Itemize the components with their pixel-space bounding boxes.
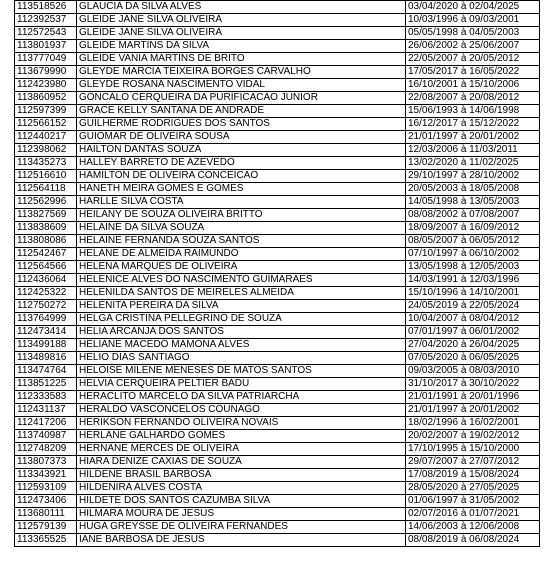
record-id-cell: 112431137	[15, 404, 77, 417]
period-cell: 10/04/2007 à 08/04/2012	[406, 313, 540, 326]
period-cell: 01/06/1997 à 31/05/2002	[406, 495, 540, 508]
record-id-cell: 112748209	[15, 443, 77, 456]
table-row	[15, 339, 540, 352]
period-cell: 10/03/1996 à 09/03/2001	[406, 14, 540, 27]
person-name-cell: HELANE DE ALMEIDA RAIMUNDO	[77, 248, 406, 261]
period-cell: 21/01/1997 à 20/01/2002	[406, 131, 540, 144]
record-id-cell: 112593109	[15, 482, 77, 495]
table-row	[15, 534, 540, 547]
table-row	[15, 14, 540, 27]
record-id-cell: 112333583	[15, 391, 77, 404]
period-cell: 12/03/2006 à 11/03/2011	[406, 144, 540, 157]
person-name-cell: HERACLITO MARCELO DA SILVA PATRIARCHA	[77, 391, 406, 404]
record-id-cell: 113827569	[15, 209, 77, 222]
period-cell: 21/01/1997 à 20/01/2002	[406, 404, 540, 417]
person-name-cell: GUILHERME RODRIGUES DOS SANTOS	[77, 118, 406, 131]
record-id-cell: 112417206	[15, 417, 77, 430]
record-id-cell: 113518526	[15, 1, 77, 14]
table-row	[15, 248, 540, 261]
period-cell: 17/08/2019 à 15/08/2024	[406, 469, 540, 482]
person-name-cell: GLEIDE MARTINS DA SILVA	[77, 40, 406, 53]
table-row	[15, 482, 540, 495]
record-id-cell: 112564566	[15, 261, 77, 274]
period-cell: 17/05/2017 à 16/05/2022	[406, 66, 540, 79]
table-row	[15, 404, 540, 417]
person-name-cell: HILDETE DOS SANTOS CAZUMBA SILVA	[77, 495, 406, 508]
period-cell: 20/05/2003 à 18/05/2008	[406, 183, 540, 196]
table-row	[15, 222, 540, 235]
person-name-cell: HILDENE BRASIL BARBOSA	[77, 469, 406, 482]
records-table	[14, 0, 540, 547]
record-id-cell: 113807373	[15, 456, 77, 469]
person-name-cell: HELOISE MILENE MENESES DE MATOS SANTOS	[77, 365, 406, 378]
person-name-cell: HERALDO VASCONCELOS COUNAGO	[77, 404, 406, 417]
table-row	[15, 209, 540, 222]
person-name-cell: GLEYDE MARCIA TEIXEIRA BORGES CARVALHO	[77, 66, 406, 79]
record-id-cell: 113838609	[15, 222, 77, 235]
table-row	[15, 326, 540, 339]
record-id-cell: 112572543	[15, 27, 77, 40]
person-name-cell: HERNANE MERCES DE OLIVEIRA	[77, 443, 406, 456]
person-name-cell: HELENICE ALVES DO NASCIMENTO GUIMARAES	[77, 274, 406, 287]
record-id-cell: 112564118	[15, 183, 77, 196]
person-name-cell: GLEIDE JANE SILVA OLIVEIRA	[77, 27, 406, 40]
table-row	[15, 27, 540, 40]
record-id-cell: 113851225	[15, 378, 77, 391]
record-id-cell: 112597399	[15, 105, 77, 118]
record-id-cell: 113499188	[15, 339, 77, 352]
person-name-cell: GUIOMAR DE OLIVEIRA SOUSA	[77, 131, 406, 144]
period-cell: 07/10/1997 à 06/10/2002	[406, 248, 540, 261]
table-row	[15, 495, 540, 508]
table-row	[15, 235, 540, 248]
period-cell: 08/05/2007 à 06/05/2012	[406, 235, 540, 248]
record-id-cell: 113489816	[15, 352, 77, 365]
period-cell: 21/01/1991 à 20/01/1996	[406, 391, 540, 404]
record-id-cell: 112473414	[15, 326, 77, 339]
person-name-cell: HILMARA MOURA DE JESUS	[77, 508, 406, 521]
table-row	[15, 1, 540, 14]
period-cell: 16/12/2017 à 15/12/2022	[406, 118, 540, 131]
period-cell: 24/05/2019 à 22/05/2024	[406, 300, 540, 313]
record-id-cell: 113764999	[15, 313, 77, 326]
person-name-cell: HELENITA PEREIRA DA SILVA	[77, 300, 406, 313]
period-cell: 22/05/2007 à 20/05/2012	[406, 53, 540, 66]
table-row	[15, 430, 540, 443]
table-row	[15, 40, 540, 53]
table-row	[15, 274, 540, 287]
record-id-cell: 113365525	[15, 534, 77, 547]
record-id-cell: 112562996	[15, 196, 77, 209]
period-cell: 15/10/1996 à 14/10/2001	[406, 287, 540, 300]
table-row	[15, 157, 540, 170]
person-name-cell: HELENILDA SANTOS DE MEIRELES ALMEIDA	[77, 287, 406, 300]
person-name-cell: IANE BARBOSA DE JESUS	[77, 534, 406, 547]
period-cell: 14/05/1998 à 13/05/2003	[406, 196, 540, 209]
record-id-cell: 112440217	[15, 131, 77, 144]
person-name-cell: HANETH MEIRA GOMES E GOMES	[77, 183, 406, 196]
period-cell: 28/05/2020 à 27/05/2025	[406, 482, 540, 495]
person-name-cell: GLEYDE ROSANA NASCIMENTO VIDAL	[77, 79, 406, 92]
record-id-cell: 113435273	[15, 157, 77, 170]
period-cell: 14/06/2003 à 12/06/2008	[406, 521, 540, 534]
table-row	[15, 521, 540, 534]
record-id-cell: 112425322	[15, 287, 77, 300]
person-name-cell: GRACE KELLY SANTANA DE ANDRADE	[77, 105, 406, 118]
period-cell: 15/06/1993 à 14/06/1998	[406, 105, 540, 118]
person-name-cell: HELVIA CERQUEIRA PELTIER BADU	[77, 378, 406, 391]
person-name-cell: HAILTON DANTAS SOUZA	[77, 144, 406, 157]
period-cell: 03/04/2020 à 02/04/2025	[406, 1, 540, 14]
table-row	[15, 378, 540, 391]
period-cell: 09/03/2005 à 08/03/2010	[406, 365, 540, 378]
person-name-cell: HARLLE SILVA COSTA	[77, 196, 406, 209]
record-id-cell: 112473406	[15, 495, 77, 508]
person-name-cell: HEILANY DE SOUZA OLIVEIRA BRITTO	[77, 209, 406, 222]
period-cell: 29/10/1997 à 28/10/2002	[406, 170, 540, 183]
table-row	[15, 287, 540, 300]
period-cell: 22/08/2007 à 20/08/2012	[406, 92, 540, 105]
record-id-cell: 112566152	[15, 118, 77, 131]
record-id-cell: 112423980	[15, 79, 77, 92]
person-name-cell: HELAINE DA SILVA SOUZA	[77, 222, 406, 235]
record-id-cell: 113860952	[15, 92, 77, 105]
period-cell: 31/10/2017 à 30/10/2022	[406, 378, 540, 391]
record-id-cell: 113808086	[15, 235, 77, 248]
table-row	[15, 131, 540, 144]
period-cell: 07/05/2020 à 06/05/2025	[406, 352, 540, 365]
person-name-cell: GLEIDE JANE SILVA OLIVEIRA	[77, 14, 406, 27]
period-cell: 13/02/2020 à 11/02/2025	[406, 157, 540, 170]
period-cell: 26/06/2002 à 25/06/2007	[406, 40, 540, 53]
table-row	[15, 118, 540, 131]
person-name-cell: HALLEY BARRETO DE AZEVEDO	[77, 157, 406, 170]
period-cell: 05/05/1998 à 04/05/2003	[406, 27, 540, 40]
record-id-cell: 113680111	[15, 508, 77, 521]
record-id-cell: 113740987	[15, 430, 77, 443]
table-row	[15, 508, 540, 521]
table-row	[15, 443, 540, 456]
table-row	[15, 456, 540, 469]
record-id-cell: 112516610	[15, 170, 77, 183]
period-cell: 29/07/2007 à 27/07/2012	[406, 456, 540, 469]
record-id-cell: 112579139	[15, 521, 77, 534]
period-cell: 20/02/2007 à 19/02/2012	[406, 430, 540, 443]
person-name-cell: HERIKSON FERNANDO OLIVEIRA NOVAIS	[77, 417, 406, 430]
table-row	[15, 105, 540, 118]
table-row	[15, 144, 540, 157]
table-row	[15, 66, 540, 79]
period-cell: 16/10/2001 à 15/10/2006	[406, 79, 540, 92]
record-id-cell: 112392537	[15, 14, 77, 27]
table-row	[15, 261, 540, 274]
record-id-cell: 112398062	[15, 144, 77, 157]
person-name-cell: HIARA DENIZE CAXIAS DE SOUZA	[77, 456, 406, 469]
person-name-cell: HELENA MARQUES DE OLIVEIRA	[77, 261, 406, 274]
person-name-cell: HELIO DIAS SANTIAGO	[77, 352, 406, 365]
person-name-cell: HELIA ARCANJA DOS SANTOS	[77, 326, 406, 339]
table-row	[15, 469, 540, 482]
person-name-cell: HUGA GREYSSE DE OLIVEIRA FERNANDES	[77, 521, 406, 534]
table-row	[15, 53, 540, 66]
table-row	[15, 92, 540, 105]
table-row	[15, 196, 540, 209]
records-table-body	[15, 1, 540, 547]
record-id-cell: 113343921	[15, 469, 77, 482]
person-name-cell: GLEIDE VANIA MARTINS DE BRITO	[77, 53, 406, 66]
person-name-cell: HELAINE FERNANDA SOUZA SANTOS	[77, 235, 406, 248]
record-id-cell: 112750272	[15, 300, 77, 313]
period-cell: 08/08/2019 à 06/08/2024	[406, 534, 540, 547]
record-id-cell: 113474764	[15, 365, 77, 378]
person-name-cell: HAMILTON DE OLIVEIRA CONCEICAO	[77, 170, 406, 183]
table-row	[15, 365, 540, 378]
record-id-cell: 113679990	[15, 66, 77, 79]
period-cell: 18/02/1996 à 16/02/2001	[406, 417, 540, 430]
table-row	[15, 352, 540, 365]
person-name-cell: GONCALO CERQUEIRA DA PURIFICACAO JUNIOR	[77, 92, 406, 105]
period-cell: 17/10/1995 à 15/10/2000	[406, 443, 540, 456]
period-cell: 08/08/2002 à 07/08/2007	[406, 209, 540, 222]
record-id-cell: 113777049	[15, 53, 77, 66]
person-name-cell: HELIANE MACEDO MAMONA ALVES	[77, 339, 406, 352]
period-cell: 02/07/2016 à 01/07/2021	[406, 508, 540, 521]
person-name-cell: HILDENIRA ALVES COSTA	[77, 482, 406, 495]
table-row	[15, 300, 540, 313]
table-row	[15, 391, 540, 404]
person-name-cell: GLAUCIA DA SILVA ALVES	[77, 1, 406, 14]
table-row	[15, 183, 540, 196]
record-id-cell: 113801937	[15, 40, 77, 53]
table-row	[15, 170, 540, 183]
period-cell: 18/09/2007 à 16/09/2012	[406, 222, 540, 235]
period-cell: 27/04/2020 à 26/04/2025	[406, 339, 540, 352]
period-cell: 13/05/1998 à 12/05/2003	[406, 261, 540, 274]
table-row	[15, 417, 540, 430]
person-name-cell: HELGA CRISTINA PELLEGRINO DE SOUZA	[77, 313, 406, 326]
record-id-cell: 112542467	[15, 248, 77, 261]
period-cell: 07/01/1997 à 06/01/2002	[406, 326, 540, 339]
person-name-cell: HERLANE GALHARDO GOMES	[77, 430, 406, 443]
table-row	[15, 313, 540, 326]
record-id-cell: 112436064	[15, 274, 77, 287]
period-cell: 14/03/1991 à 12/03/1996	[406, 274, 540, 287]
table-row	[15, 79, 540, 92]
